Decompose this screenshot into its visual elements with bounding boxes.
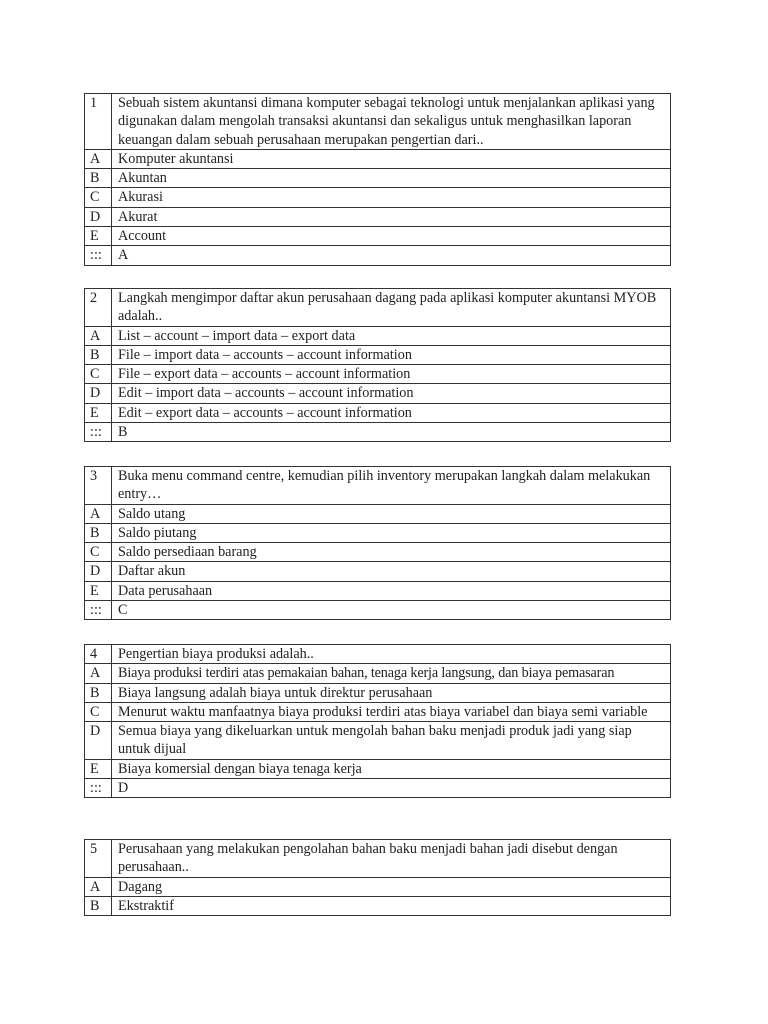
option-row [85, 149, 671, 168]
option-letter: A [85, 326, 112, 345]
question-text: Pengertian biaya produksi adalah.. [112, 645, 671, 664]
question-number: 2 [85, 289, 112, 327]
option-text: Daftar akun [112, 562, 671, 581]
option-letter: C [85, 188, 112, 207]
option-row [85, 326, 671, 345]
option-letter: B [85, 683, 112, 702]
option-text: Semua biaya yang dikeluarkan untuk mengolah bahan baku menjadi produk jadi yang siap untuk dijual [112, 722, 671, 760]
option-row [85, 345, 671, 364]
option-row [85, 581, 671, 600]
option-row [85, 759, 671, 778]
option-row [85, 543, 671, 562]
option-letter: E [85, 227, 112, 246]
question-table-1 [84, 93, 671, 266]
option-letter: A [85, 664, 112, 683]
option-text: Ekstraktif [112, 896, 671, 915]
option-text: Komputer akuntansi [112, 149, 671, 168]
answer-marker: ::: [85, 423, 112, 442]
option-text: Akuntan [112, 169, 671, 188]
answer-key: C [112, 601, 671, 620]
option-row [85, 722, 671, 760]
answer-key: D [112, 779, 671, 798]
option-row [85, 384, 671, 403]
option-row [85, 188, 671, 207]
option-letter: A [85, 877, 112, 896]
question-row [85, 467, 671, 505]
option-letter: B [85, 523, 112, 542]
option-text: Biaya komersial dengan biaya tenaga kerja [112, 759, 671, 778]
option-letter: E [85, 403, 112, 422]
question-text: Buka menu command centre, kemudian pilih inventory merupakan langkah dalam melakukan entry… [112, 467, 671, 505]
option-letter: E [85, 759, 112, 778]
option-text: Biaya produksi terdiri atas pemakaian bahan, tenaga kerja langsung, dan biaya pemasaran [112, 664, 671, 683]
option-row [85, 702, 671, 721]
option-letter: C [85, 543, 112, 562]
answer-key: B [112, 423, 671, 442]
question-table-4 [84, 644, 671, 798]
option-row [85, 523, 671, 542]
question-text: Sebuah sistem akuntansi dimana komputer sebagai teknologi untuk menjalankan aplikasi yang digunakan dalam mengolah transaksi akuntansi dan sekaligus untuk menghasilkan laporan keuangan dalam sebuah perusahaan merupakan pengertian dari.. [112, 94, 671, 150]
option-text: Akurasi [112, 188, 671, 207]
option-letter: C [85, 365, 112, 384]
option-text: Account [112, 227, 671, 246]
question-table-3 [84, 466, 671, 620]
question-table-2 [84, 288, 671, 442]
option-row [85, 504, 671, 523]
answer-row [85, 423, 671, 442]
question-number: 1 [85, 94, 112, 150]
answer-key: A [112, 246, 671, 265]
option-text: List – account – import data – export data [112, 326, 671, 345]
option-letter: A [85, 149, 112, 168]
option-letter: B [85, 169, 112, 188]
option-letter: C [85, 702, 112, 721]
option-text: Saldo piutang [112, 523, 671, 542]
option-text: Saldo persediaan barang [112, 543, 671, 562]
option-letter: D [85, 384, 112, 403]
option-text: Data perusahaan [112, 581, 671, 600]
option-row [85, 365, 671, 384]
question-number: 5 [85, 840, 112, 878]
option-letter: D [85, 722, 112, 760]
question-table-5 [84, 839, 671, 916]
option-text: Biaya langsung adalah biaya untuk direktur perusahaan [112, 683, 671, 702]
option-row [85, 403, 671, 422]
option-row [85, 877, 671, 896]
option-letter: B [85, 345, 112, 364]
question-text: Perusahaan yang melakukan pengolahan bahan baku menjadi bahan jadi disebut dengan perusahaan.. [112, 840, 671, 878]
option-letter: D [85, 562, 112, 581]
question-row [85, 289, 671, 327]
answer-row [85, 246, 671, 265]
question-row [85, 840, 671, 878]
answer-marker: ::: [85, 601, 112, 620]
option-text: Dagang [112, 877, 671, 896]
option-letter: E [85, 581, 112, 600]
option-letter: A [85, 504, 112, 523]
option-row [85, 227, 671, 246]
option-row [85, 169, 671, 188]
option-text: Saldo utang [112, 504, 671, 523]
option-row [85, 683, 671, 702]
question-row [85, 645, 671, 664]
option-text: Akurat [112, 207, 671, 226]
option-row [85, 896, 671, 915]
question-number: 4 [85, 645, 112, 664]
answer-row [85, 779, 671, 798]
option-text: Edit – import data – accounts – account information [112, 384, 671, 403]
option-row [85, 562, 671, 581]
option-text: Menurut waktu manfaatnya biaya produksi terdiri atas biaya variabel dan biaya semi variable [112, 702, 671, 721]
option-letter: B [85, 896, 112, 915]
option-text: File – import data – accounts – account information [112, 345, 671, 364]
answer-row [85, 601, 671, 620]
option-row [85, 664, 671, 683]
question-text: Langkah mengimpor daftar akun perusahaan dagang pada aplikasi komputer akuntansi MYOB adalah.. [112, 289, 671, 327]
option-text: File – export data – accounts – account information [112, 365, 671, 384]
option-letter: D [85, 207, 112, 226]
option-row [85, 207, 671, 226]
answer-marker: ::: [85, 779, 112, 798]
question-row [85, 94, 671, 150]
answer-marker: ::: [85, 246, 112, 265]
question-number: 3 [85, 467, 112, 505]
option-text: Edit – export data – accounts – account information [112, 403, 671, 422]
